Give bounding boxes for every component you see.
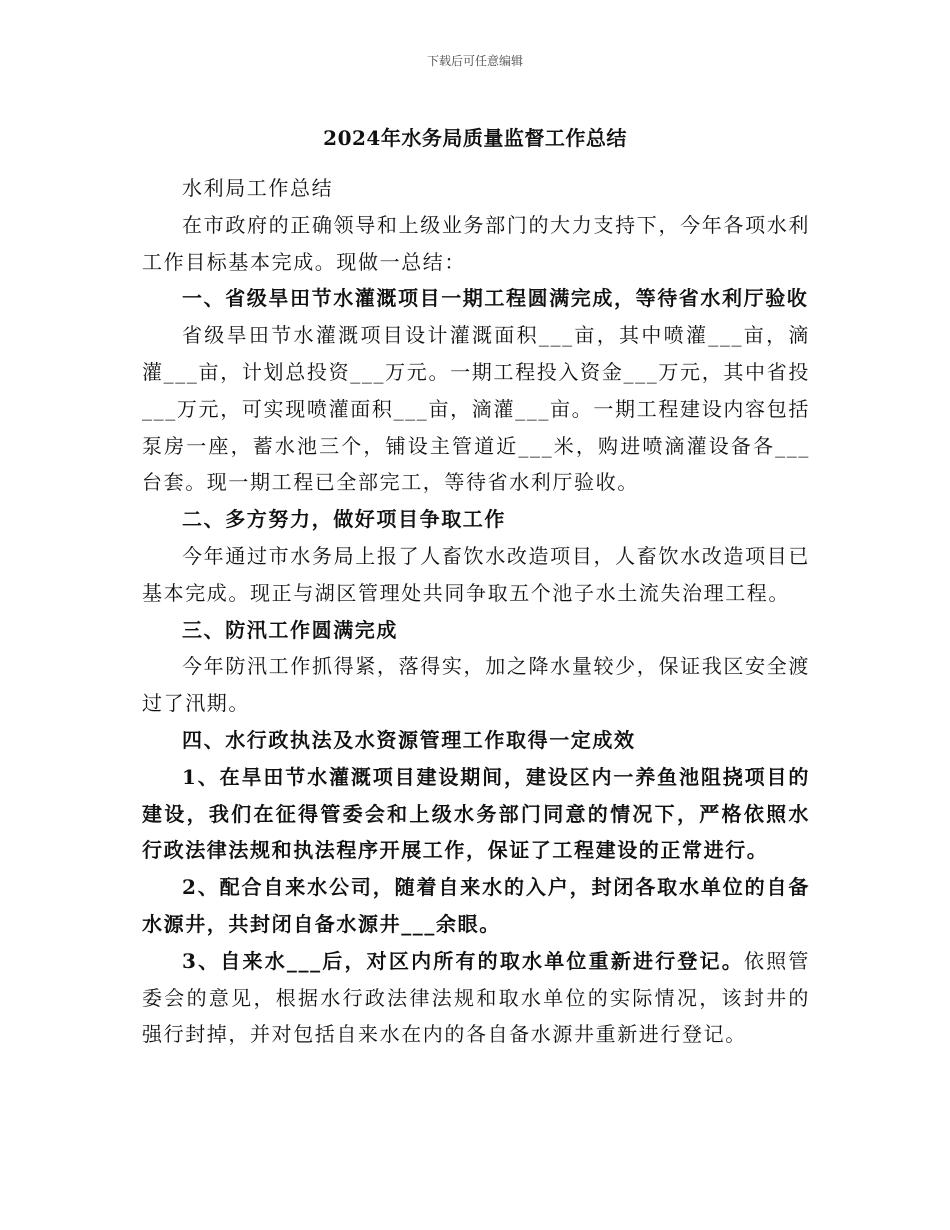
paragraph-intro: 在市政府的正确领导和上级业务部门的大力支持下，今年各项水利工作目标基本完成。现做一总结： [142,212,810,274]
document-body [142,170,810,1053]
paragraph-section-2: 今年通过市水务局上报了人畜饮水改造项目，人畜饮水改造项目已基本完成。现正与湖区管理处共同争取五个池子水土流失治理工程。 [142,543,810,605]
heading-section-1: 一、省级旱田节水灌溉项目一期工程圆满完成，等待省水利厅验收 [182,286,809,311]
paragraph-item-2: 2、配合自来水公司，随着自来水的入户，封闭各取水单位的自备水源井，共封闭自备水源井___余眼。 [142,875,810,936]
document-title: 2024年水务局质量监督工作总结 [323,126,627,150]
paragraph-item-3-rest: 依照管委会的意见，根据水行政法律法规和取水单位的实际情况，该封井的强行封掉，并对包括自来水在内的各自备水源井重新进行登记。 [142,948,810,1047]
paragraph-subtitle: 水利局工作总结 [182,176,334,200]
heading-section-3: 三、防汛工作圆满完成 [182,617,398,642]
paragraph-section-3: 今年防汛工作抓得紧，落得实，加之降水量较少，保证我区安全渡过了汛期。 [142,654,810,716]
paragraph-item-3-lead: 3、自来水___后，对区内所有的取水单位重新进行登记。 [182,948,744,973]
header-note: 下载后可任意编辑 [426,54,523,68]
paragraph-item-3 [142,943,810,1053]
heading-section-4: 四、水行政执法及水资源管理工作取得一定成效 [182,727,636,752]
paragraph-section-1: 省级旱田节水灌溉项目设计灌溉面积___亩，其中喷灌___亩，滴灌___亩，计划总投资___万元。一期工程投入资金___万元，其中省投___万元，可实现喷灌面积___亩，滴灌___亩。一期工程建设内容包括泵房一座，蓄水池三个，铺设主管道近___米，购进喷滴灌设备各___台套。现一期工程已全部完工，等待省水利厅验收。 [142,323,810,495]
heading-section-2: 二、多方努力，做好项目争取工作 [182,507,506,532]
paragraph-item-1: 1、在旱田节水灌溉项目建设期间，建设区内一养鱼池阻挠项目的建设，我们在征得管委会和上级水务部门同意的情况下，严格依照水行政法律法规和执法程序开展工作，保证了工程建设的正常进行。 [142,764,810,863]
